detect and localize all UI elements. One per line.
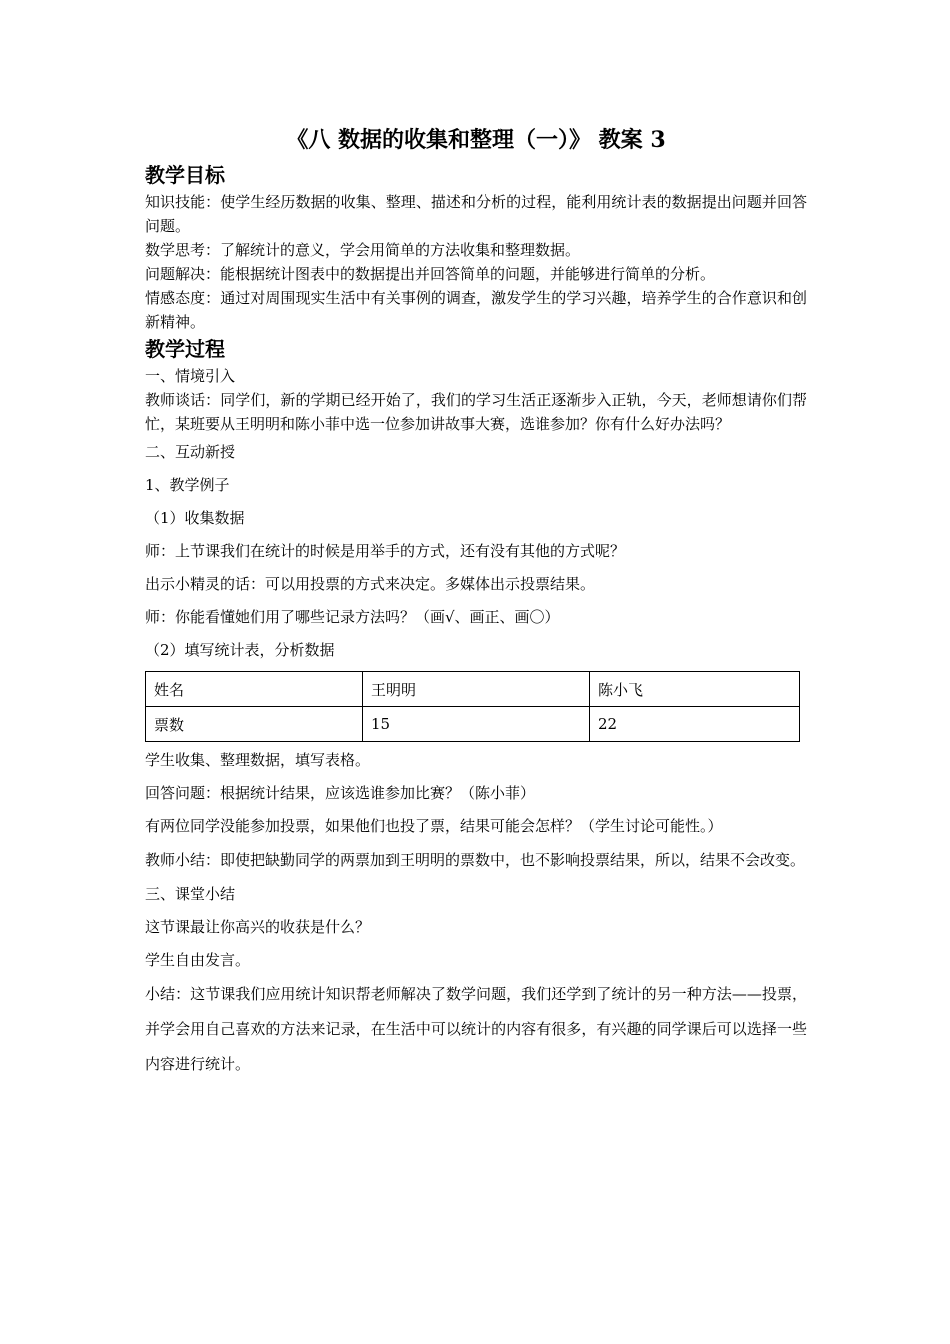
- student-speak: 学生自由发言。: [145, 951, 251, 969]
- step-summary-heading: 三、课堂小结: [145, 885, 236, 903]
- student-activity: 学生收集、整理数据，填写表格。: [145, 751, 371, 769]
- answer-question: 回答问题：根据统计结果，应该选谁参加比赛？（陈小菲）: [145, 784, 536, 802]
- step-example-heading: 1、教学例子: [145, 476, 230, 494]
- document-title: 《八 数据的收集和整理（一）》 教案 3: [286, 127, 666, 153]
- section-heading-objectives: 教学目标: [145, 163, 225, 187]
- step-fill-table: （2）填写统计表，分析数据: [145, 641, 335, 659]
- teacher-question: 师：上节课我们在统计的时候是用举手的方式，还有没有其他的方式呢？: [145, 542, 626, 560]
- teacher-summary: 教师小结：即使把缺勤同学的两票加到王明明的票数中，也不影响投票结果，所以，结果不会改变。: [145, 851, 806, 869]
- final-summary: 小结：这节课我们应用统计知识帮老师解决了数学问题，我们还学到了统计的另一种方法——投票，并学会用自己喜欢的方法来记录，在生活中可以统计的内容有很多，有兴趣的同学课后可以选择一些内容进行统计。: [145, 985, 807, 1073]
- table-cell: 22: [590, 707, 800, 742]
- step-collect-data: （1）收集数据: [145, 509, 245, 527]
- table-row: [146, 672, 800, 707]
- spirit-hint: 出示小精灵的话：可以用投票的方式来决定。多媒体出示投票结果。: [145, 575, 596, 593]
- discussion-question: 有两位同学没能参加投票，如果他们也投了票，结果可能会怎样？（学生讨论可能性。）: [145, 817, 723, 835]
- step-intro-heading: 一、情境引入: [145, 367, 236, 385]
- table-cell: 票数: [146, 707, 363, 742]
- document-content: [145, 124, 807, 1082]
- objective-thinking: 数学思考：了解统计的意义，学会用简单的方法收集和整理数据。: [145, 241, 581, 259]
- objective-attitude: 情感态度：通过对周围现实生活中有关事例的调查，激发学生的学习兴趣，培养学生的合作意识和创新精神。: [145, 289, 807, 331]
- vote-table: [145, 671, 800, 742]
- section-heading-process: 教学过程: [145, 337, 225, 361]
- table-cell: 陈小飞: [590, 672, 800, 707]
- step-interactive-heading: 二、互动新授: [145, 443, 236, 461]
- teacher-record-methods: 师：你能看懂她们用了哪些记录方法吗？（画√、画正、画〇）: [145, 608, 560, 626]
- table-cell: 王明明: [363, 672, 590, 707]
- summary-question: 这节课最让你高兴的收获是什么？: [145, 918, 371, 936]
- table-cell: 姓名: [146, 672, 363, 707]
- teacher-talk: 教师谈话：同学们，新的学期已经开始了，我们的学习生活正逐渐步入正轨，今天，老师想请你们帮忙，某班要从王明明和陈小菲中选一位参加讲故事大赛，选谁参加？你有什么好办法吗？: [145, 391, 807, 433]
- objective-problem-solving: 问题解决：能根据统计图表中的数据提出并回答简单的问题，并能够进行简单的分析。: [145, 265, 716, 283]
- table-cell: 15: [363, 707, 590, 742]
- objective-knowledge: 知识技能：使学生经历数据的收集、整理、描述和分析的过程，能利用统计表的数据提出问题并回答问题。: [145, 193, 807, 235]
- table-row: [146, 707, 800, 742]
